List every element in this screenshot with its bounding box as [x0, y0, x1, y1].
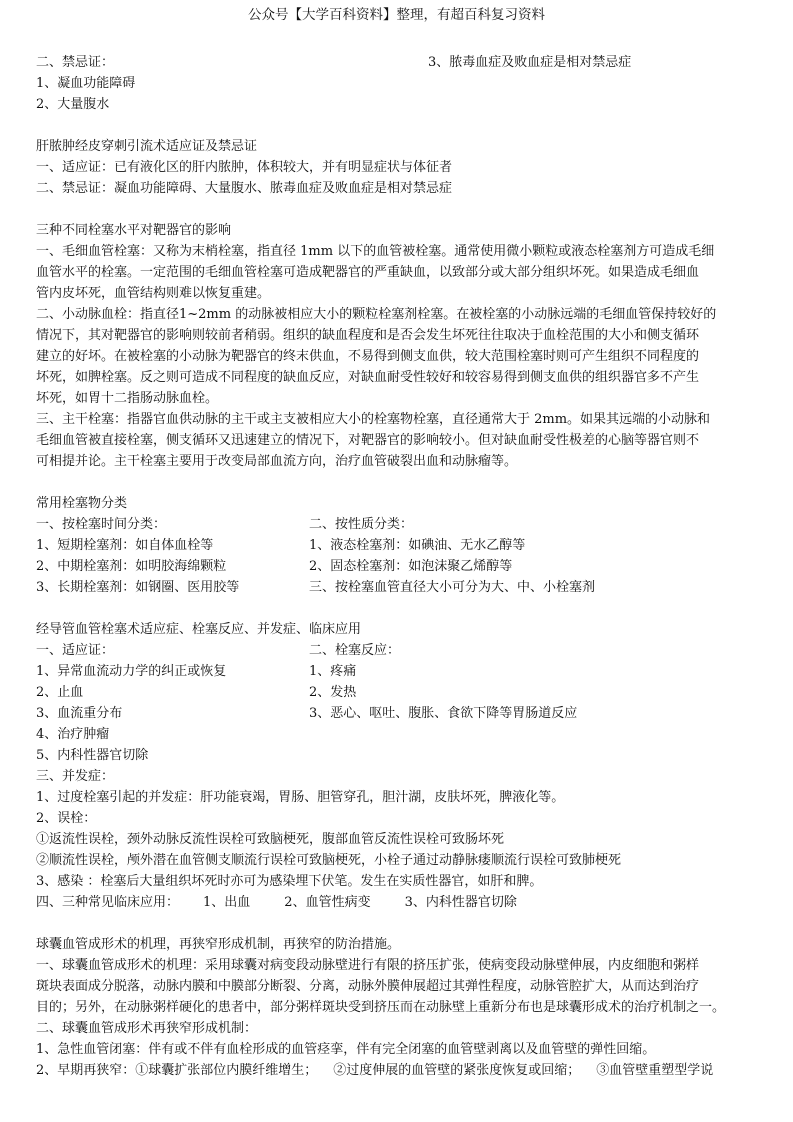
paragraph-line: 3、感染 ：栓塞后大量组织坏死时亦可为感染埋下伏笔。发生在实质性器官，如肝和脾。	[36, 874, 543, 889]
paragraph-line: 毛细血管被直接栓塞，侧支循环又迅速建立的情况下，对靶器官的影响较小。但对缺血耐受性极差的心脑等器官则不	[36, 433, 700, 448]
right-column-line: 3、恶心、呕吐、腹胀、食欲下降等胃肠道反应	[309, 706, 578, 721]
paragraph-line: 二、小动脉血栓：指直径1~2mm 的动脉被相应大小的颗粒栓塞剂栓塞。在被栓塞的小动脉远端的毛细血管保持较好的	[36, 307, 717, 322]
paragraph-line: 1、急性血管闭塞：伴有或不伴有血栓形成的血管痉挛，伴有完全闭塞的血管壁剥离以及血管壁的弹性回缩。	[36, 1042, 656, 1057]
section-title-balloon-angioplasty: 球囊血管成形术的机理，再狭窄形成机制，再狭窄的防治措施。	[36, 937, 401, 952]
paragraph-line: 一、适应证：已有液化区的肝内脓肿，体积较大，并有明显症状与体征者	[36, 160, 453, 175]
left-column-line: 2、止血	[36, 685, 84, 700]
clinical-application-item: 1、出血	[203, 895, 251, 910]
right-column-line: 2、发热	[309, 685, 357, 700]
section-title-embolic-agents: 常用栓塞物分类	[36, 496, 128, 511]
restenosis-point: 2、早期再狭窄：①球囊扩张部位内膜纤维增生；	[36, 1063, 318, 1078]
section-title-embolization-levels: 三种不同栓塞水平对靶器官的影响	[36, 223, 232, 238]
paragraph-line: ①返流性误栓，颈外动脉反流性误栓可致脑梗死，腹部血管反流性误栓可致肠坏死	[36, 832, 505, 847]
clinical-applications-label: 四、三种常见临床应用：	[36, 895, 180, 910]
paragraph-line: 一、球囊血管成形术的机理：采用球囊对病变段动脉壁进行有限的挤压扩张，使病变段动脉壁伸展，内皮细胞和粥样	[36, 958, 700, 973]
page-header: 公众号【大学百科资料】整理，有超百科复习资料	[248, 7, 545, 23]
paragraph-line: 斑块表面成分脱落，动脉内膜和中膜部分断裂、分离，动脉外膜伸展超过其弹性程度，动脉管腔扩大，从而达到治疗	[36, 979, 700, 994]
restenosis-point: ③血管壁重塑型学说	[596, 1063, 714, 1078]
left-column-line: 三、并发症：	[36, 769, 115, 784]
left-column-line: 3、血流重分布	[36, 706, 123, 721]
paragraph-line: 情况下，其对靶器官的影响则较前者稍弱。组织的缺血程度和是否会发生坏死往往取决于血栓范围的大小和侧支循环	[36, 328, 700, 343]
paragraph-line: 坏死，如脾栓塞。反之则可造成不同程度的缺血反应，对缺血耐受性较好和较容易得到侧支血供的组织器官多不产生	[36, 370, 700, 385]
right-column-line: 1、疼痛	[309, 664, 357, 679]
section-title-liver-abscess: 肝脓肿经皮穿刺引流术适应证及禁忌证	[36, 139, 258, 154]
clinical-application-item: 3、内科性器官切除	[404, 895, 517, 910]
contraindication-item: 1、凝血功能障碍	[36, 76, 136, 91]
clinical-applications-line	[36, 893, 517, 912]
section-title-transcatheter-embolization: 经导管血管栓塞术适应症、栓塞反应、并发症、临床应用	[36, 622, 362, 637]
left-column-line: 3、长期栓塞剂：如钢圈、医用胶等	[36, 580, 240, 595]
right-column-line: 二、栓塞反应：	[309, 643, 401, 658]
paragraph-line: 坏死，如胃十二指肠动脉血栓。	[36, 391, 219, 406]
left-column-line: 4、治疗肿瘤	[36, 727, 110, 742]
restenosis-point: ②过度伸展的血管壁的紧张度恢复或回缩；	[333, 1063, 581, 1078]
paragraph-line: 一、毛细血管栓塞：又称为末梢栓塞，指直径 1mm 以下的血管被栓塞。通常使用微小颗粒或液态栓塞剂方可造成毛细	[36, 244, 715, 259]
right-column-line: 2、固态栓塞剂：如泡沫聚乙烯醇等	[309, 559, 513, 574]
contraindication-item: 2、大量腹水	[36, 97, 110, 112]
left-column-line: 一、按栓塞时间分类：	[36, 517, 167, 532]
left-column-line: 5、内科性器官切除	[36, 748, 149, 763]
paragraph-line: 目的；另外，在动脉粥样硬化的患者中，部分粥样斑块受到挤压而在动脉壁上重新分布也是球囊形成术的治疗机制之一。	[36, 1000, 726, 1015]
contraindication-note: 3、脓毒血症及败血症是相对禁忌症	[428, 55, 632, 70]
right-column-line: 三、按栓塞血管直径大小可分为大、中、小栓塞剂	[309, 580, 596, 595]
left-column-line: 1、异常血流动力学的纠正或恢复	[36, 664, 227, 679]
left-column-line: 2、中期栓塞剂：如明胶海绵颗粒	[36, 559, 227, 574]
paragraph-line: 建立的好坏。在被栓塞的小动脉为靶器官的终末供血，不易得到侧支血供，较大范围栓塞时则可产生组织不同程度的	[36, 349, 700, 364]
clinical-application-item: 2、血管性病变	[284, 895, 371, 910]
restenosis-line	[36, 1061, 713, 1080]
left-column-line: 一、适应证：	[36, 643, 115, 658]
right-column-line: 二、按性质分类：	[309, 517, 414, 532]
contraindication-heading: 二、禁忌证：	[36, 55, 115, 70]
paragraph-line: 二、禁忌证：凝血功能障碍、大量腹水、脓毒血症及败血症是相对禁忌症	[36, 181, 453, 196]
paragraph-line: 血管水平的栓塞。一定范围的毛细血管栓塞可造成靶器官的严重缺血，以致部分或大部分组织坏死。如果造成毛细血	[36, 265, 700, 280]
paragraph-line: 2、误栓：	[36, 811, 97, 826]
paragraph-line: 管内皮坏死，血管结构则难以恢复重建。	[36, 286, 271, 301]
paragraph-line: 1、过度栓塞引起的并发症：肝功能衰竭，胃肠、胆管穿孔，胆汁湖，皮肤坏死，脾液化等。	[36, 790, 565, 805]
paragraph-line: ②顺流性误栓，颅外潜在血管侧支顺流行误栓可致脑梗死，小栓子通过动静脉瘘顺流行误栓可致肺梗死	[36, 853, 622, 868]
left-column-line: 1、短期栓塞剂：如自体血栓等	[36, 538, 214, 553]
paragraph-line: 二、球囊血管成形术再狭窄形成机制：	[36, 1021, 258, 1036]
paragraph-line: 三、主干栓塞：指器官血供动脉的主干或主支被相应大小的栓塞物栓塞，直径通常大于 2mm。如果其远端的小动脉和	[36, 412, 711, 427]
paragraph-line: 可相提并论。主干栓塞主要用于改变局部血流方向，治疗血管破裂出血和动脉瘤等。	[36, 454, 518, 469]
right-column-line: 1、液态栓塞剂：如碘油、无水乙醇等	[309, 538, 526, 553]
